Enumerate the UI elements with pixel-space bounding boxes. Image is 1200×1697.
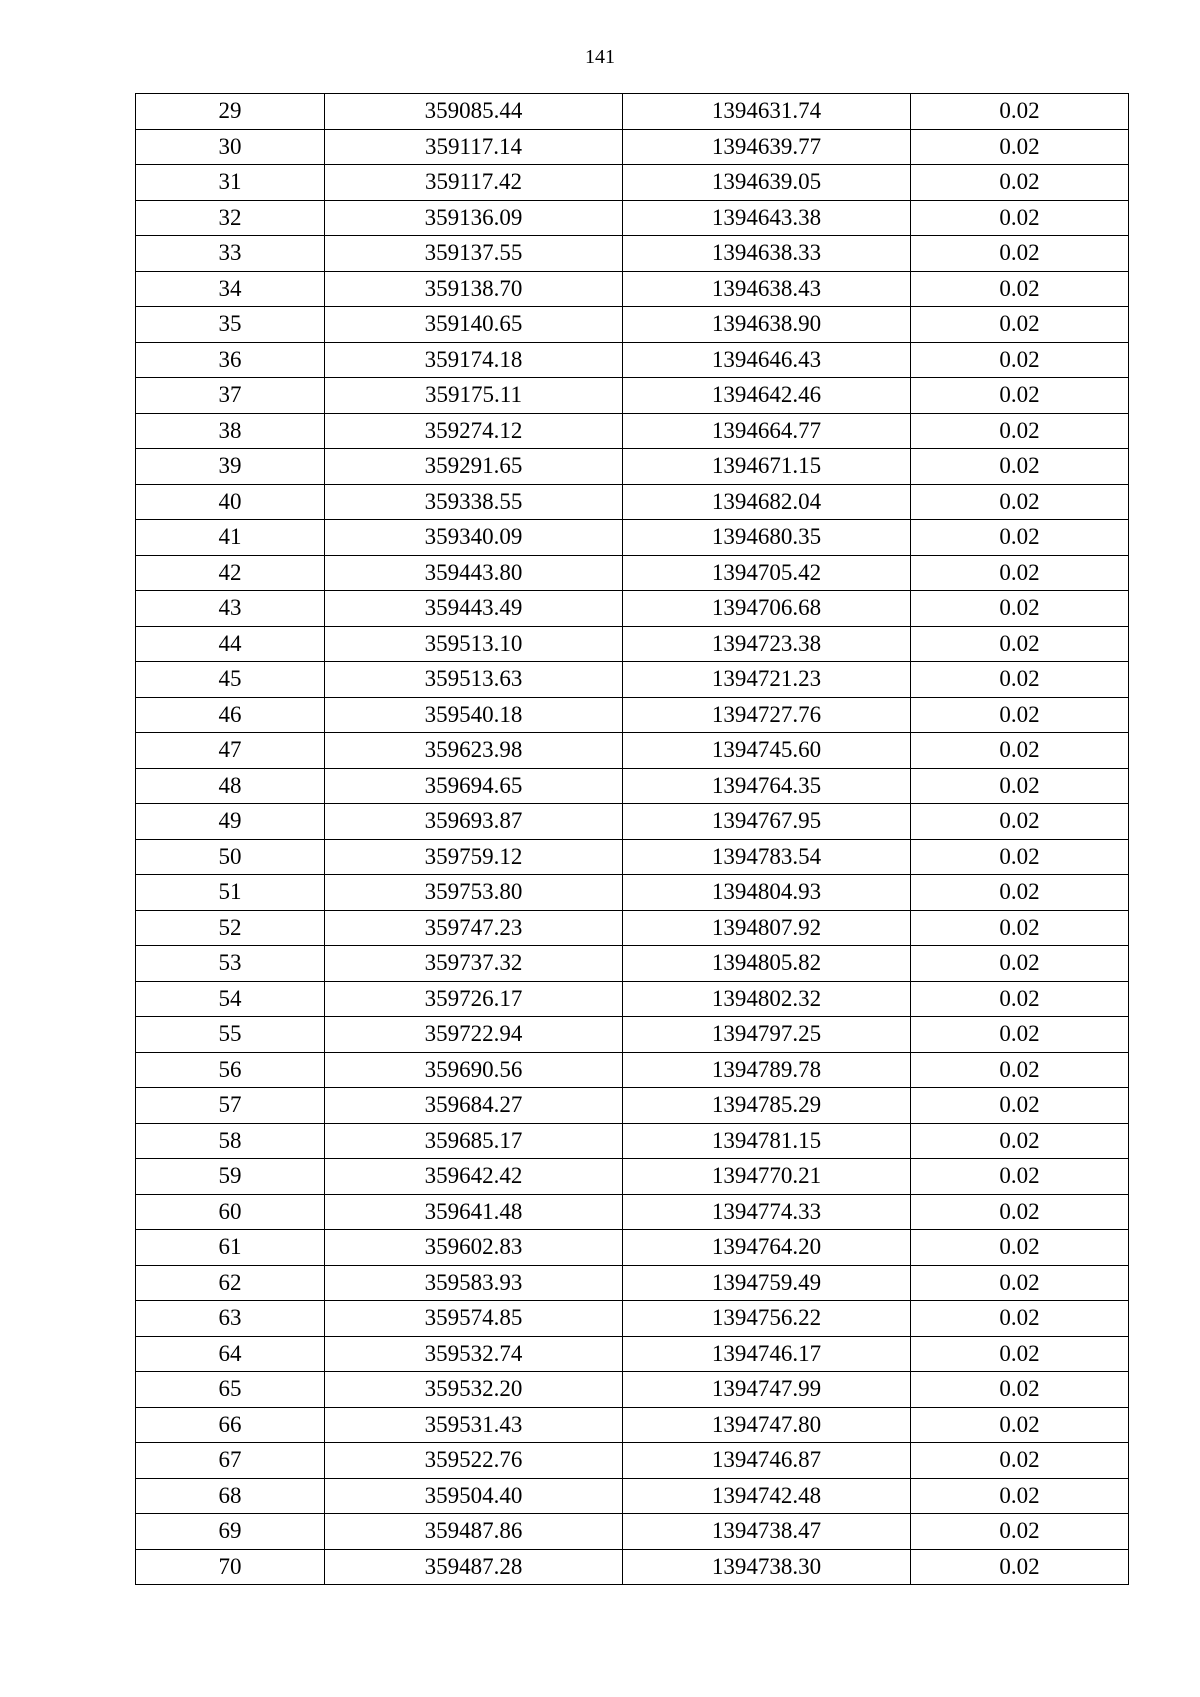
x-coordinate-cell: 359531.43	[325, 1407, 623, 1443]
point-number-cell: 35	[136, 307, 325, 343]
table-row	[136, 697, 1129, 733]
y-coordinate-cell: 1394805.82	[623, 946, 911, 982]
table-row	[136, 1301, 1129, 1337]
point-number-cell: 46	[136, 697, 325, 733]
error-value-cell: 0.02	[911, 626, 1129, 662]
table-row	[136, 804, 1129, 840]
point-number-cell: 58	[136, 1123, 325, 1159]
table-row	[136, 910, 1129, 946]
table-row	[136, 662, 1129, 698]
error-value-cell: 0.02	[911, 449, 1129, 485]
error-value-cell: 0.02	[911, 378, 1129, 414]
table-row	[136, 875, 1129, 911]
error-value-cell: 0.02	[911, 804, 1129, 840]
error-value-cell: 0.02	[911, 307, 1129, 343]
table-row	[136, 520, 1129, 556]
x-coordinate-cell: 359642.42	[325, 1159, 623, 1195]
y-coordinate-cell: 1394727.76	[623, 697, 911, 733]
table-row	[136, 1017, 1129, 1053]
y-coordinate-cell: 1394706.68	[623, 591, 911, 627]
point-number-cell: 64	[136, 1336, 325, 1372]
x-coordinate-cell: 359694.65	[325, 768, 623, 804]
point-number-cell: 61	[136, 1230, 325, 1266]
x-coordinate-cell: 359340.09	[325, 520, 623, 556]
point-number-cell: 45	[136, 662, 325, 698]
point-number-cell: 54	[136, 981, 325, 1017]
x-coordinate-cell: 359726.17	[325, 981, 623, 1017]
x-coordinate-cell: 359574.85	[325, 1301, 623, 1337]
point-number-cell: 48	[136, 768, 325, 804]
table-row	[136, 1088, 1129, 1124]
y-coordinate-cell: 1394638.90	[623, 307, 911, 343]
error-value-cell: 0.02	[911, 1230, 1129, 1266]
table-row	[136, 1265, 1129, 1301]
y-coordinate-cell: 1394770.21	[623, 1159, 911, 1195]
x-coordinate-cell: 359693.87	[325, 804, 623, 840]
x-coordinate-cell: 359140.65	[325, 307, 623, 343]
y-coordinate-cell: 1394797.25	[623, 1017, 911, 1053]
point-number-cell: 38	[136, 413, 325, 449]
error-value-cell: 0.02	[911, 1478, 1129, 1514]
y-coordinate-cell: 1394642.46	[623, 378, 911, 414]
point-number-cell: 44	[136, 626, 325, 662]
x-coordinate-cell: 359117.42	[325, 165, 623, 201]
error-value-cell: 0.02	[911, 946, 1129, 982]
x-coordinate-cell: 359174.18	[325, 342, 623, 378]
x-coordinate-cell: 359583.93	[325, 1265, 623, 1301]
table-row	[136, 129, 1129, 165]
x-coordinate-cell: 359513.63	[325, 662, 623, 698]
y-coordinate-cell: 1394781.15	[623, 1123, 911, 1159]
x-coordinate-cell: 359532.20	[325, 1372, 623, 1408]
x-coordinate-cell: 359602.83	[325, 1230, 623, 1266]
error-value-cell: 0.02	[911, 1052, 1129, 1088]
table-row	[136, 378, 1129, 414]
y-coordinate-cell: 1394638.33	[623, 236, 911, 272]
point-number-cell: 62	[136, 1265, 325, 1301]
error-value-cell: 0.02	[911, 342, 1129, 378]
table-row	[136, 1443, 1129, 1479]
point-number-cell: 52	[136, 910, 325, 946]
error-value-cell: 0.02	[911, 768, 1129, 804]
y-coordinate-cell: 1394664.77	[623, 413, 911, 449]
y-coordinate-cell: 1394682.04	[623, 484, 911, 520]
point-number-cell: 69	[136, 1514, 325, 1550]
table-row	[136, 626, 1129, 662]
y-coordinate-cell: 1394789.78	[623, 1052, 911, 1088]
table-row	[136, 1194, 1129, 1230]
point-number-cell: 33	[136, 236, 325, 272]
error-value-cell: 0.02	[911, 555, 1129, 591]
table-row	[136, 342, 1129, 378]
table-row	[136, 591, 1129, 627]
x-coordinate-cell: 359117.14	[325, 129, 623, 165]
point-number-cell: 60	[136, 1194, 325, 1230]
error-value-cell: 0.02	[911, 1194, 1129, 1230]
error-value-cell: 0.02	[911, 200, 1129, 236]
table-row	[136, 307, 1129, 343]
error-value-cell: 0.02	[911, 484, 1129, 520]
x-coordinate-cell: 359136.09	[325, 200, 623, 236]
x-coordinate-cell: 359175.11	[325, 378, 623, 414]
x-coordinate-cell: 359138.70	[325, 271, 623, 307]
table-row	[136, 555, 1129, 591]
y-coordinate-cell: 1394631.74	[623, 94, 911, 130]
error-value-cell: 0.02	[911, 94, 1129, 130]
y-coordinate-cell: 1394785.29	[623, 1088, 911, 1124]
point-number-cell: 39	[136, 449, 325, 485]
x-coordinate-cell: 359759.12	[325, 839, 623, 875]
table-row	[136, 1052, 1129, 1088]
page-number: 141	[585, 46, 615, 68]
x-coordinate-cell: 359623.98	[325, 733, 623, 769]
error-value-cell: 0.02	[911, 981, 1129, 1017]
error-value-cell: 0.02	[911, 1372, 1129, 1408]
table-row	[136, 1123, 1129, 1159]
x-coordinate-cell: 359513.10	[325, 626, 623, 662]
y-coordinate-cell: 1394742.48	[623, 1478, 911, 1514]
point-number-cell: 31	[136, 165, 325, 201]
point-number-cell: 63	[136, 1301, 325, 1337]
table-row	[136, 768, 1129, 804]
y-coordinate-cell: 1394738.47	[623, 1514, 911, 1550]
y-coordinate-cell: 1394747.80	[623, 1407, 911, 1443]
y-coordinate-cell: 1394756.22	[623, 1301, 911, 1337]
x-coordinate-cell: 359540.18	[325, 697, 623, 733]
error-value-cell: 0.02	[911, 662, 1129, 698]
point-number-cell: 70	[136, 1549, 325, 1585]
table-row	[136, 733, 1129, 769]
table-row	[136, 484, 1129, 520]
point-number-cell: 36	[136, 342, 325, 378]
y-coordinate-cell: 1394638.43	[623, 271, 911, 307]
error-value-cell: 0.02	[911, 1265, 1129, 1301]
x-coordinate-cell: 359137.55	[325, 236, 623, 272]
x-coordinate-cell: 359747.23	[325, 910, 623, 946]
point-number-cell: 47	[136, 733, 325, 769]
point-number-cell: 42	[136, 555, 325, 591]
point-number-cell: 57	[136, 1088, 325, 1124]
point-number-cell: 67	[136, 1443, 325, 1479]
table-row	[136, 839, 1129, 875]
y-coordinate-cell: 1394639.05	[623, 165, 911, 201]
point-number-cell: 32	[136, 200, 325, 236]
error-value-cell: 0.02	[911, 1336, 1129, 1372]
point-number-cell: 66	[136, 1407, 325, 1443]
table-row	[136, 946, 1129, 982]
x-coordinate-cell: 359443.49	[325, 591, 623, 627]
table-row	[136, 1549, 1129, 1585]
error-value-cell: 0.02	[911, 236, 1129, 272]
y-coordinate-cell: 1394783.54	[623, 839, 911, 875]
point-number-cell: 55	[136, 1017, 325, 1053]
table-row	[136, 981, 1129, 1017]
point-number-cell: 41	[136, 520, 325, 556]
x-coordinate-cell: 359487.86	[325, 1514, 623, 1550]
error-value-cell: 0.02	[911, 591, 1129, 627]
table-row	[136, 1478, 1129, 1514]
y-coordinate-cell: 1394745.60	[623, 733, 911, 769]
y-coordinate-cell: 1394764.20	[623, 1230, 911, 1266]
table-row	[136, 1514, 1129, 1550]
coordinates-table-body	[136, 94, 1129, 1585]
y-coordinate-cell: 1394680.35	[623, 520, 911, 556]
x-coordinate-cell: 359291.65	[325, 449, 623, 485]
error-value-cell: 0.02	[911, 1088, 1129, 1124]
error-value-cell: 0.02	[911, 1407, 1129, 1443]
table-row	[136, 271, 1129, 307]
point-number-cell: 29	[136, 94, 325, 130]
table-row	[136, 1336, 1129, 1372]
error-value-cell: 0.02	[911, 733, 1129, 769]
y-coordinate-cell: 1394767.95	[623, 804, 911, 840]
x-coordinate-cell: 359487.28	[325, 1549, 623, 1585]
error-value-cell: 0.02	[911, 697, 1129, 733]
table-row	[136, 200, 1129, 236]
x-coordinate-cell: 359522.76	[325, 1443, 623, 1479]
y-coordinate-cell: 1394639.77	[623, 129, 911, 165]
table-row	[136, 1159, 1129, 1195]
y-coordinate-cell: 1394723.38	[623, 626, 911, 662]
error-value-cell: 0.02	[911, 165, 1129, 201]
error-value-cell: 0.02	[911, 1549, 1129, 1585]
y-coordinate-cell: 1394746.17	[623, 1336, 911, 1372]
x-coordinate-cell: 359722.94	[325, 1017, 623, 1053]
y-coordinate-cell: 1394671.15	[623, 449, 911, 485]
error-value-cell: 0.02	[911, 910, 1129, 946]
point-number-cell: 65	[136, 1372, 325, 1408]
error-value-cell: 0.02	[911, 839, 1129, 875]
x-coordinate-cell: 359085.44	[325, 94, 623, 130]
error-value-cell: 0.02	[911, 1514, 1129, 1550]
y-coordinate-cell: 1394747.99	[623, 1372, 911, 1408]
table-row	[136, 94, 1129, 130]
error-value-cell: 0.02	[911, 1301, 1129, 1337]
y-coordinate-cell: 1394802.32	[623, 981, 911, 1017]
point-number-cell: 37	[136, 378, 325, 414]
point-number-cell: 34	[136, 271, 325, 307]
table-row	[136, 449, 1129, 485]
error-value-cell: 0.02	[911, 1123, 1129, 1159]
x-coordinate-cell: 359443.80	[325, 555, 623, 591]
point-number-cell: 53	[136, 946, 325, 982]
y-coordinate-cell: 1394646.43	[623, 342, 911, 378]
point-number-cell: 43	[136, 591, 325, 627]
table-row	[136, 1230, 1129, 1266]
table-row	[136, 1372, 1129, 1408]
y-coordinate-cell: 1394807.92	[623, 910, 911, 946]
x-coordinate-cell: 359532.74	[325, 1336, 623, 1372]
error-value-cell: 0.02	[911, 520, 1129, 556]
y-coordinate-cell: 1394759.49	[623, 1265, 911, 1301]
table-row	[136, 413, 1129, 449]
table-row	[136, 1407, 1129, 1443]
x-coordinate-cell: 359753.80	[325, 875, 623, 911]
point-number-cell: 30	[136, 129, 325, 165]
coordinates-table	[135, 93, 1129, 1585]
x-coordinate-cell: 359684.27	[325, 1088, 623, 1124]
y-coordinate-cell: 1394746.87	[623, 1443, 911, 1479]
error-value-cell: 0.02	[911, 1443, 1129, 1479]
x-coordinate-cell: 359685.17	[325, 1123, 623, 1159]
error-value-cell: 0.02	[911, 271, 1129, 307]
y-coordinate-cell: 1394643.38	[623, 200, 911, 236]
point-number-cell: 40	[136, 484, 325, 520]
point-number-cell: 50	[136, 839, 325, 875]
y-coordinate-cell: 1394774.33	[623, 1194, 911, 1230]
y-coordinate-cell: 1394804.93	[623, 875, 911, 911]
x-coordinate-cell: 359690.56	[325, 1052, 623, 1088]
point-number-cell: 68	[136, 1478, 325, 1514]
point-number-cell: 59	[136, 1159, 325, 1195]
error-value-cell: 0.02	[911, 413, 1129, 449]
error-value-cell: 0.02	[911, 1017, 1129, 1053]
y-coordinate-cell: 1394738.30	[623, 1549, 911, 1585]
x-coordinate-cell: 359274.12	[325, 413, 623, 449]
x-coordinate-cell: 359504.40	[325, 1478, 623, 1514]
error-value-cell: 0.02	[911, 129, 1129, 165]
x-coordinate-cell: 359338.55	[325, 484, 623, 520]
point-number-cell: 51	[136, 875, 325, 911]
error-value-cell: 0.02	[911, 875, 1129, 911]
x-coordinate-cell: 359737.32	[325, 946, 623, 982]
error-value-cell: 0.02	[911, 1159, 1129, 1195]
y-coordinate-cell: 1394721.23	[623, 662, 911, 698]
y-coordinate-cell: 1394764.35	[623, 768, 911, 804]
table-row	[136, 236, 1129, 272]
table-row	[136, 165, 1129, 201]
y-coordinate-cell: 1394705.42	[623, 555, 911, 591]
point-number-cell: 56	[136, 1052, 325, 1088]
x-coordinate-cell: 359641.48	[325, 1194, 623, 1230]
point-number-cell: 49	[136, 804, 325, 840]
